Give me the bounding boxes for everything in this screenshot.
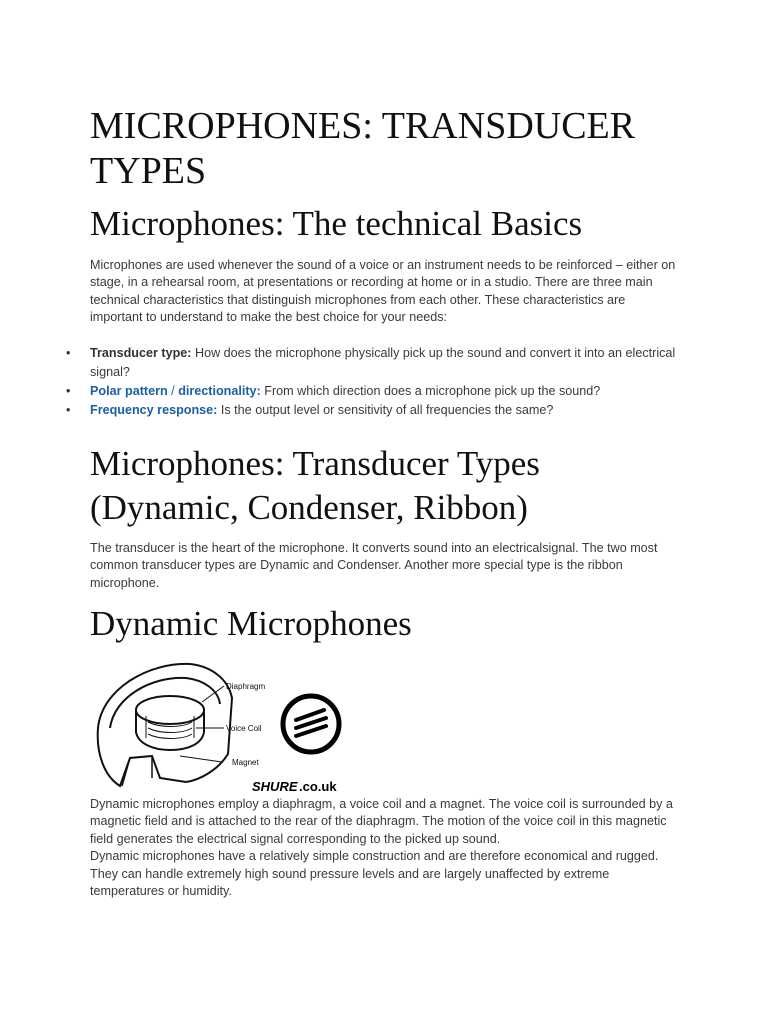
label-voice-coil: Voice Coil bbox=[226, 724, 262, 733]
dynamic-paragraph-2: Dynamic microphones have a relatively simple construction and are therefore economical and rugged. They can handle extremely high sound pressure levels and are largely unaffected by extreme temperatures or humidity. bbox=[90, 849, 659, 899]
shure-logo-suffix: .co.uk bbox=[299, 779, 337, 794]
bullet-icon: • bbox=[66, 384, 71, 398]
shure-logo: SHURE bbox=[252, 779, 298, 794]
dynamic-paragraph-1: Dynamic microphones employ a diaphragm, a voice coil and a magnet. The voice coil is surrounded by a magnetic field and is attached to the rear of the diaphragm. The motion of the voice coil in this magnetic field generates the electrical signal corresponding to the picked up sound. bbox=[90, 797, 673, 846]
frequency-response-link[interactable]: Frequency response: bbox=[90, 403, 218, 417]
characteristics-list bbox=[62, 344, 680, 420]
bullet-icon: • bbox=[66, 403, 71, 417]
bullet-label: Transducer type: bbox=[90, 346, 192, 360]
basics-paragraph: Microphones are used whenever the sound of a voice or an instrument needs to be reinforced – either on stage, in a rehearsal room, at presentations or recording at home or in a studio. There are three main technical characteristics that distinguish microphones from each other. These characteristics are important to understand to make the best choice for your needs: bbox=[90, 258, 676, 325]
bullet-icon: • bbox=[66, 346, 71, 360]
capsule-cutaway-illustration bbox=[98, 664, 232, 786]
dynamic-description bbox=[90, 796, 680, 900]
dynamic-microphone-diagram bbox=[90, 658, 360, 798]
list-item bbox=[66, 401, 680, 420]
bullet-separator: / bbox=[167, 384, 179, 398]
polar-pattern-link[interactable]: Polar pattern bbox=[90, 384, 168, 398]
section-heading-basics: Microphones: The technical Basics bbox=[90, 204, 583, 243]
label-magnet: Magnet bbox=[232, 758, 259, 767]
transducer-paragraph: The transducer is the heart of the microphone. It converts sound into an electricalsignal. The two most common transducer types are Dynamic and Condenser. Another more special type is the ribbon microphone. bbox=[90, 541, 658, 590]
bullet-text: How does the microphone physically pick up the sound and convert it into an electrical signal? bbox=[90, 346, 676, 379]
section-heading-dynamic: Dynamic Microphones bbox=[90, 604, 412, 643]
section-heading-transducer-types: Microphones: Transducer Types (Dynamic, Condenser, Ribbon) bbox=[90, 444, 540, 527]
dynamic-symbol-icon bbox=[283, 696, 339, 752]
bullet-text: Is the output level or sensitivity of all frequencies the same? bbox=[217, 403, 554, 417]
page-title: MICROPHONES: TRANSDUCER TYPES bbox=[90, 105, 636, 192]
list-item bbox=[66, 382, 680, 401]
bullet-text: From which direction does a microphone pick up the sound? bbox=[260, 384, 601, 398]
list-item bbox=[66, 344, 680, 382]
label-diaphragm: Diaphragm bbox=[226, 682, 266, 691]
directionality-link[interactable]: directionality: bbox=[178, 384, 261, 398]
